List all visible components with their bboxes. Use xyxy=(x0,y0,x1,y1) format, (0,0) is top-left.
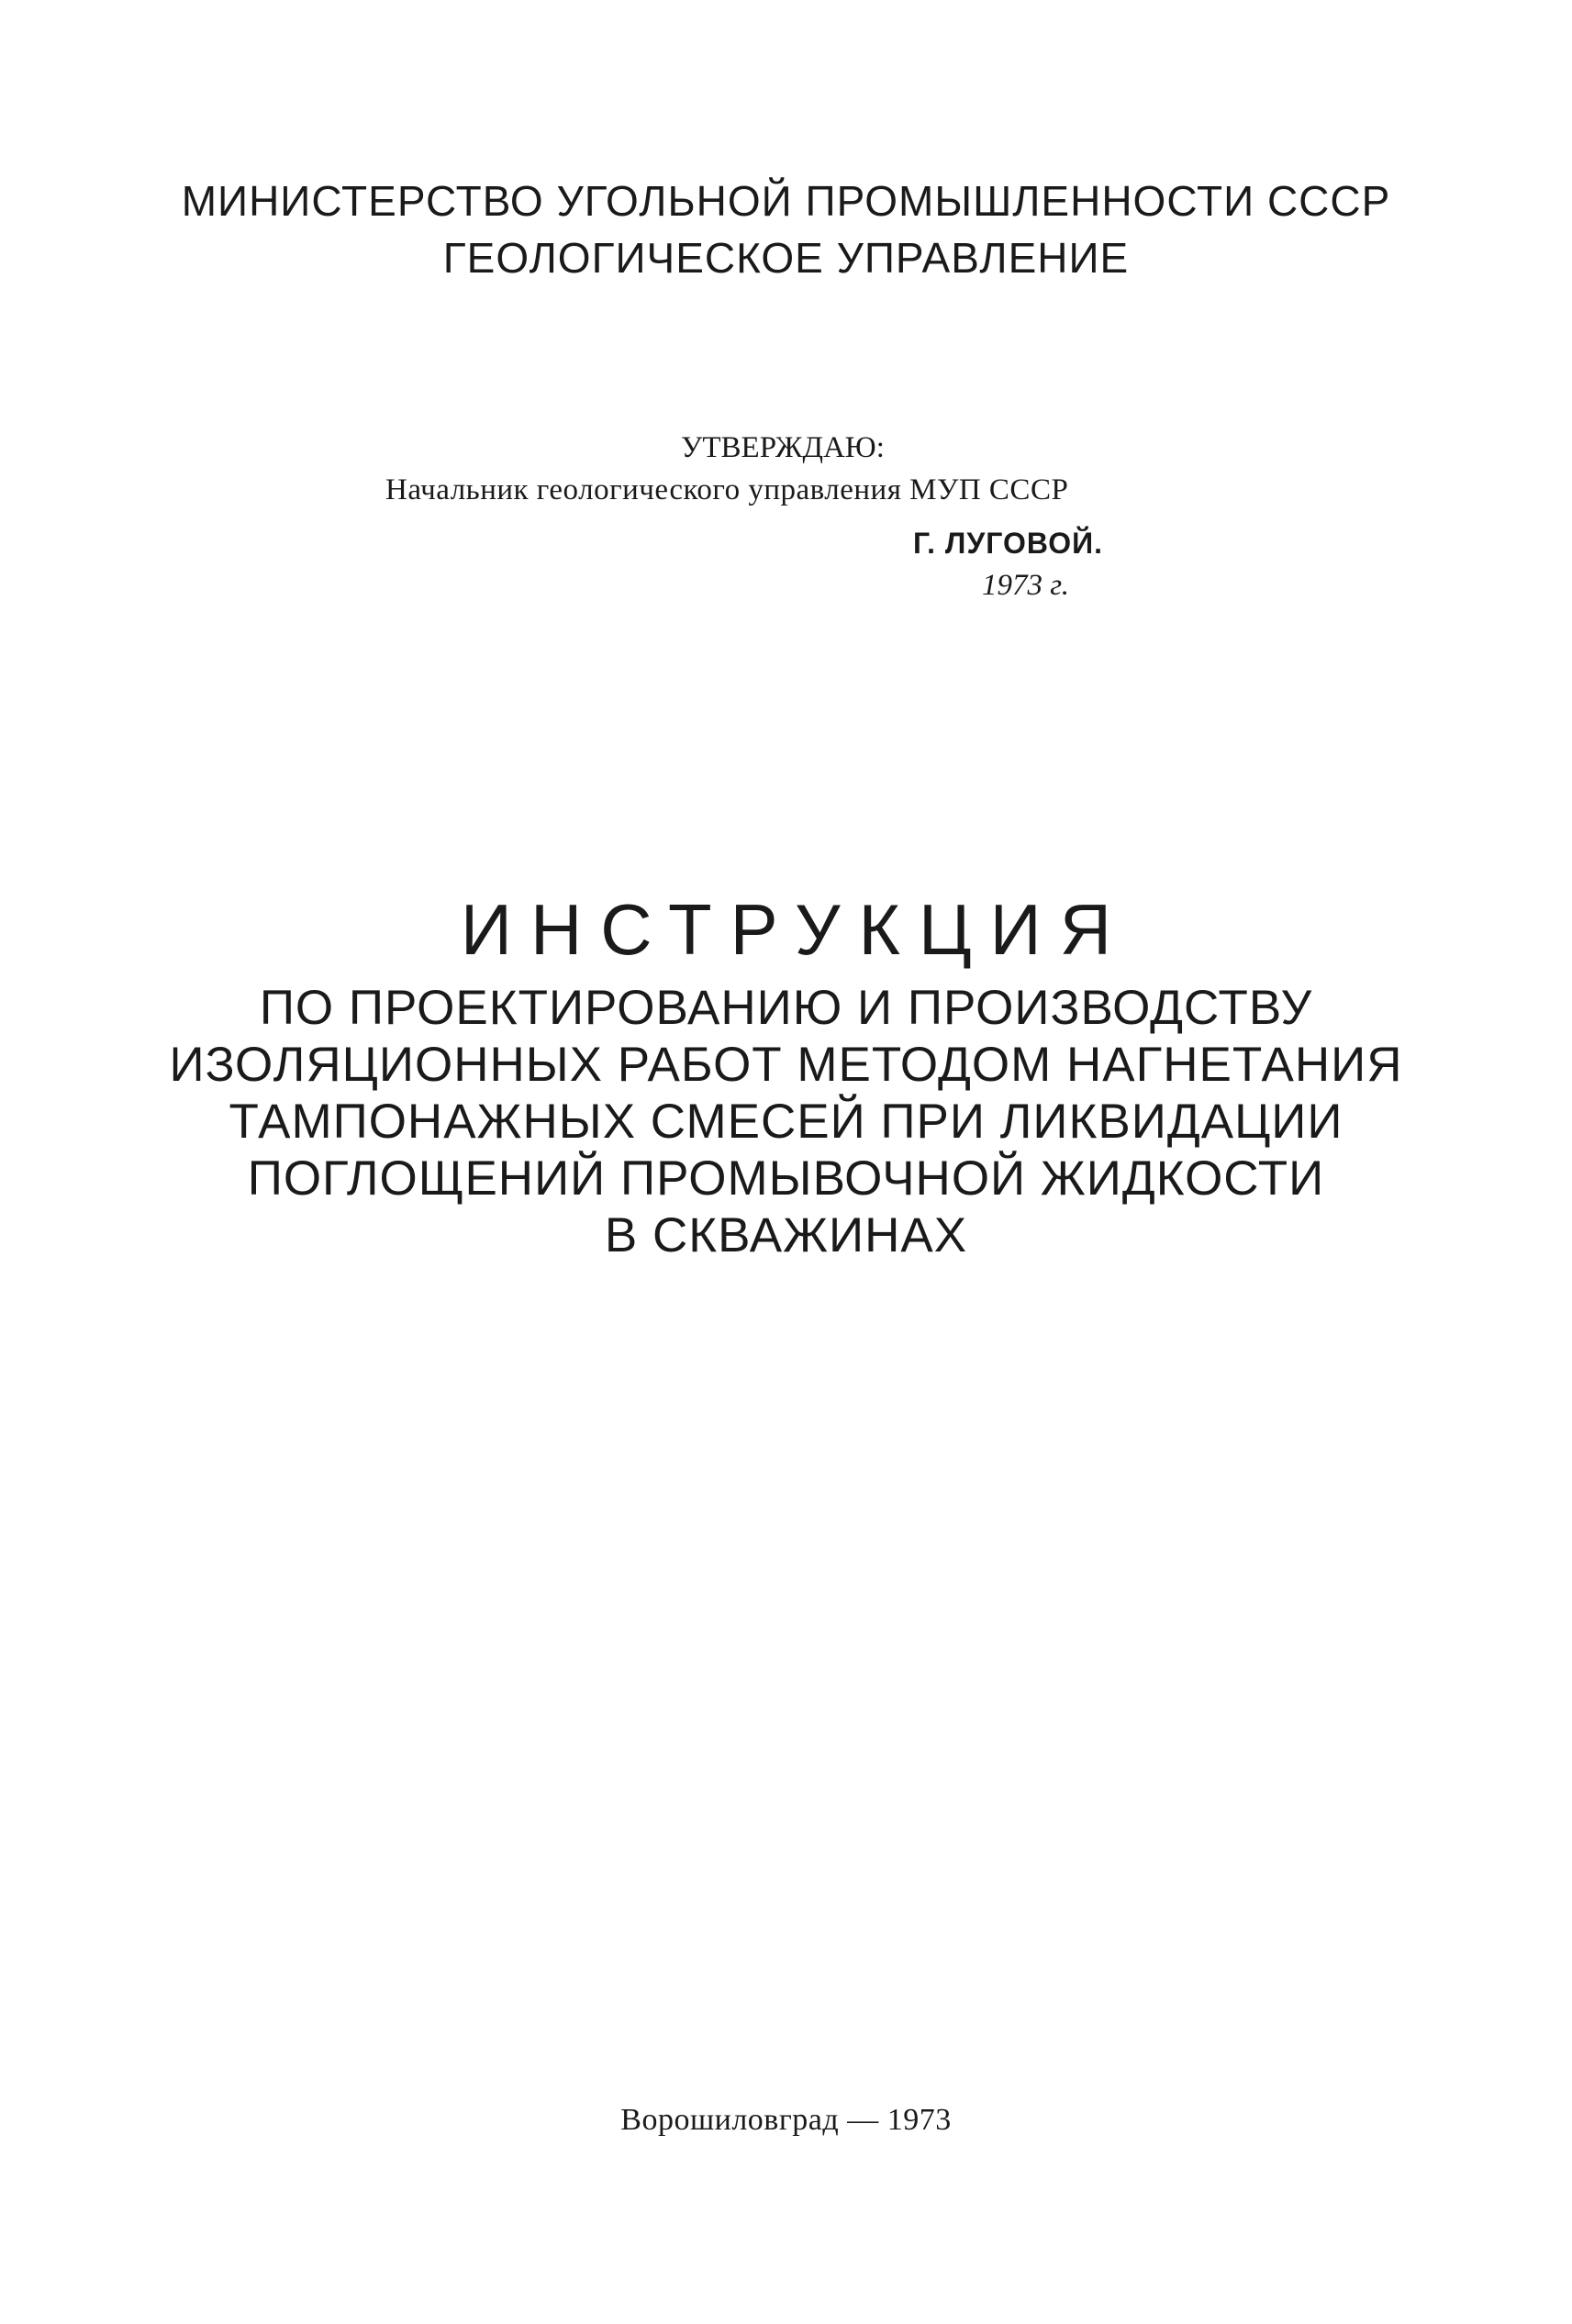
approval-position: Начальник геологического управления МУП СССР xyxy=(385,473,1069,506)
approval-year: 1973 г. xyxy=(982,569,1069,602)
title-line: ИЗОЛЯЦИОННЫХ РАБОТ МЕТОДОМ НАГНЕТАНИЯ xyxy=(169,1038,1403,1092)
header xyxy=(0,172,1572,286)
place-and-year: Ворошиловград — 1973 xyxy=(620,2103,952,2137)
department-name: ГЕОЛОГИЧЕСКОЕ УПРАВЛЕНИЕ xyxy=(442,234,1130,282)
title-line: ТАМПОНАЖНЫХ СМЕСЕЙ ПРИ ЛИКВИДАЦИИ xyxy=(229,1095,1343,1149)
title-line: ПОГЛОЩЕНИЙ ПРОМЫВОЧНОЙ ЖИДКОСТИ xyxy=(247,1151,1325,1206)
approval-label: УТВЕРЖДАЮ: xyxy=(681,431,885,464)
document-type: ИНСТРУКЦИЯ xyxy=(460,889,1131,970)
document-title xyxy=(0,980,1572,1264)
title-line: В СКВАЖИНАХ xyxy=(604,1208,968,1262)
title-line: ПО ПРОЕКТИРОВАНИЮ И ПРОИЗВОДСТВУ xyxy=(259,981,1313,1035)
approval-signatory: Г. ЛУГОВОЙ. xyxy=(913,527,1103,560)
ministry-name: МИНИСТЕРСТВО УГОЛЬНОЙ ПРОМЫШЛЕННОСТИ СССР xyxy=(181,177,1391,225)
